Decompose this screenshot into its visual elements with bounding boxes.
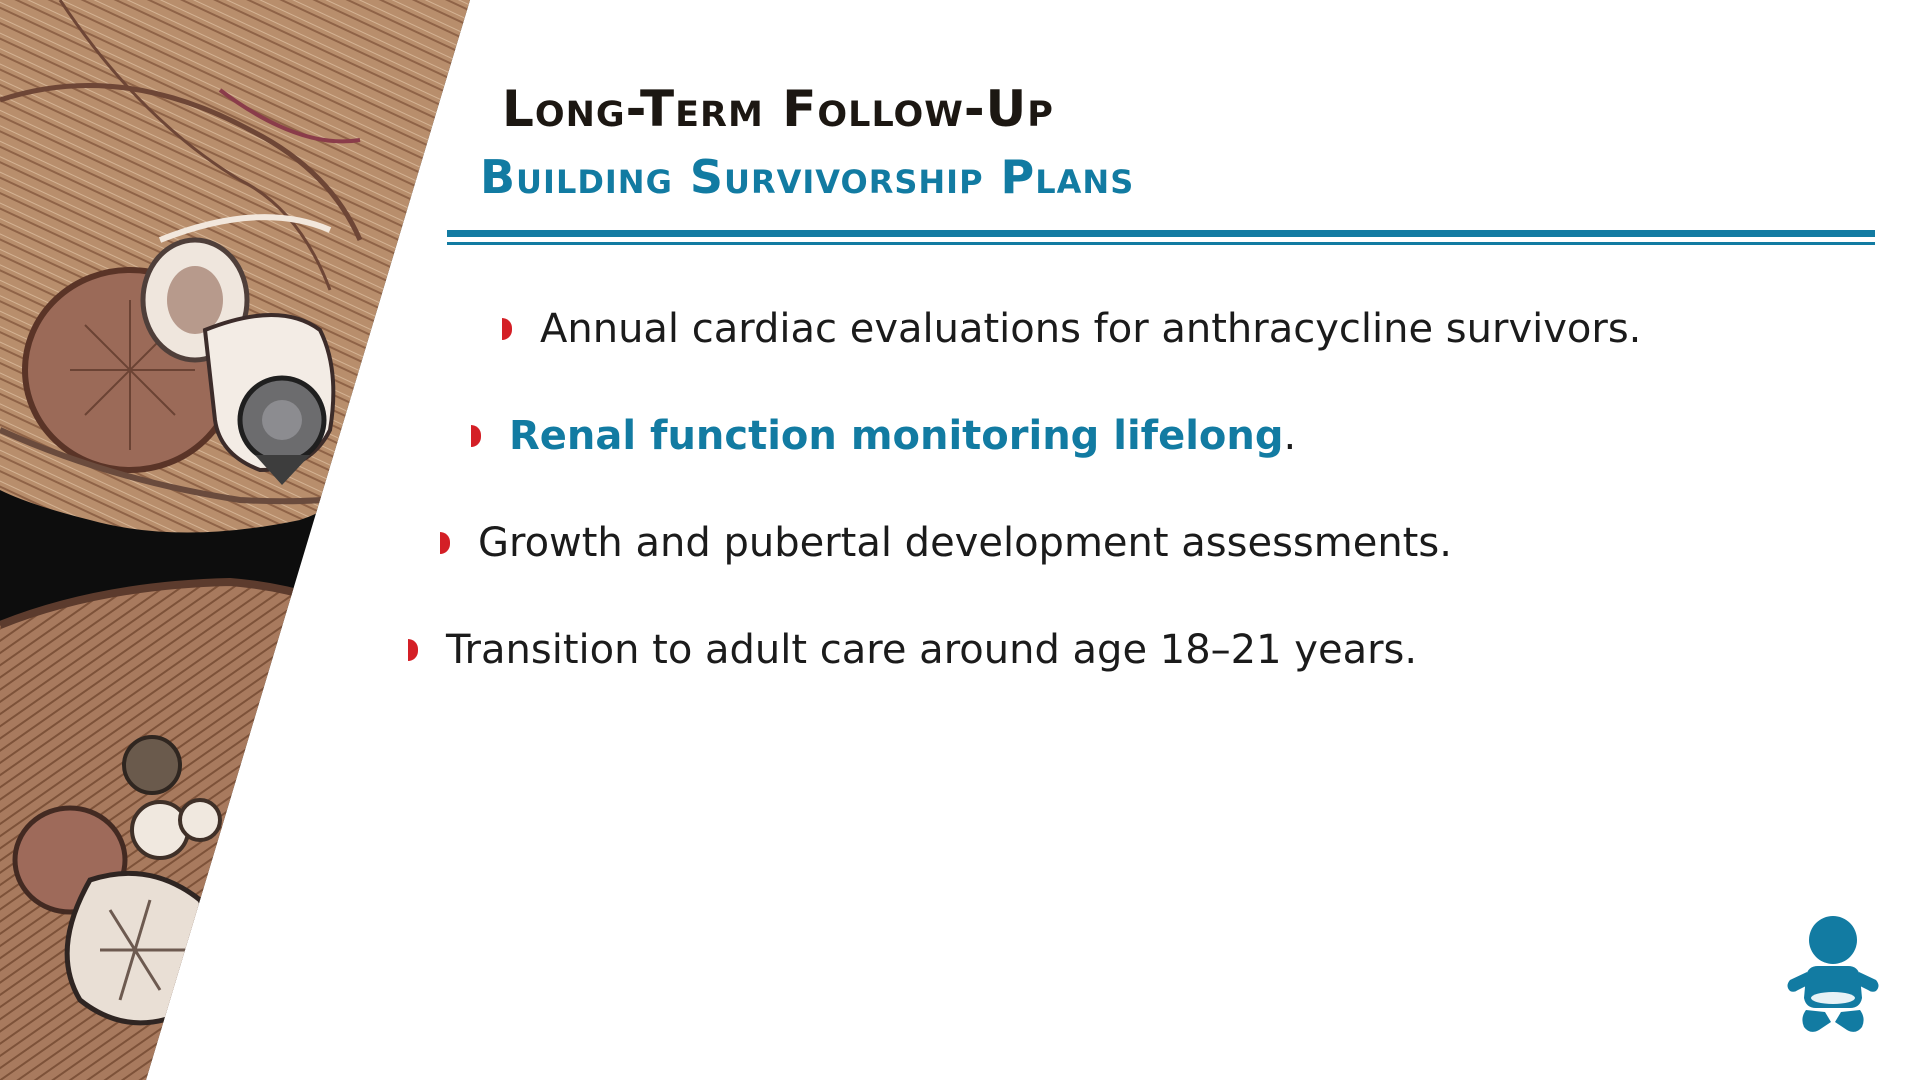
bullet-item bbox=[440, 520, 1452, 566]
bullet-text: Transition to adult care around age 18–21 years. bbox=[446, 627, 1418, 673]
bullet-suffix: . bbox=[1283, 413, 1297, 459]
half-circle-bullet-icon bbox=[502, 318, 512, 340]
title-divider-thin bbox=[447, 242, 1875, 245]
bullet-item bbox=[502, 306, 1641, 352]
bullet-item-highlighted bbox=[471, 413, 1296, 459]
bullet-text: Growth and pubertal development assessments. bbox=[478, 520, 1452, 566]
bullet-highlight-text: Renal function monitoring lifelong bbox=[509, 413, 1284, 459]
slide-title: Long-Term Follow-Up bbox=[502, 80, 1054, 138]
bullet-text: Annual cardiac evaluations for anthracycline survivors. bbox=[540, 306, 1642, 352]
title-divider-thick bbox=[447, 230, 1875, 237]
bullet-item bbox=[408, 627, 1417, 673]
half-circle-bullet-icon bbox=[440, 532, 450, 554]
baby-icon bbox=[1786, 914, 1880, 1036]
half-circle-bullet-icon bbox=[408, 639, 418, 661]
slide-subtitle: Building Survivorship Plans bbox=[480, 150, 1135, 204]
half-circle-bullet-icon bbox=[471, 425, 481, 447]
